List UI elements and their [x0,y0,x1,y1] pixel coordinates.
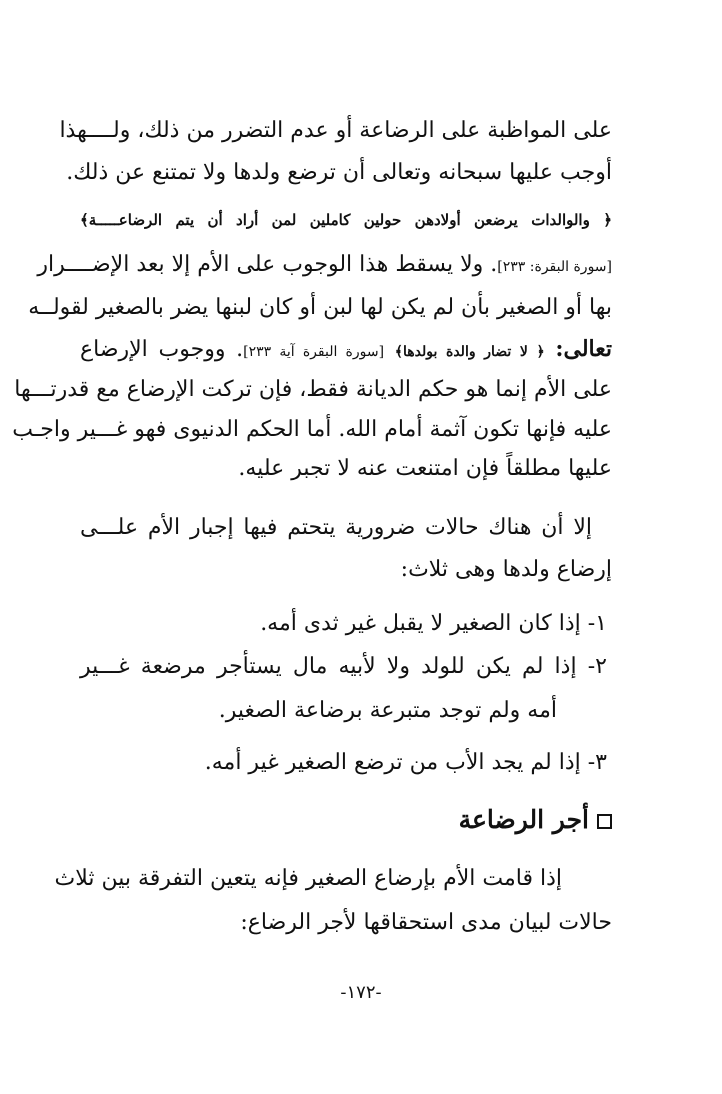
quran-verse: ﴿ لا تضار والدة بولدها﴾ [394,344,545,360]
text-line: عليه فإنها تكون آثمة أمام الله. أما الحكم الدنيوى فهو غـــير واجـب [12,417,612,442]
list-item: ١- إذا كان الصغير لا يقبل غير ثدى أمه. [260,611,607,636]
text-line: إلا أن هناك حالات ضرورية يتحتم فيها إجبار الأم علـــى [80,515,592,540]
text-line: على الأم إنما هو حكم الديانة فقط، فإن تركت الإرضاع مع قدرتـــها [14,377,612,402]
list-item: ٣- إذا لم يجد الأب من ترضع الصغير غير أمه. [204,750,607,775]
text-line: بها أو الصغير بأن لم يكن لها لبن أو كان لبنها يضر بالصغير لقولــه [28,295,612,320]
text-line: عليها مطلقاً فإن امتنعت عنه لا تجبر عليه. [238,456,612,481]
square-bullet-icon [597,814,612,829]
text-line [80,334,612,367]
text-segment: . ولا يسقط هذا الوجوب على الأم إلا بعد الإضــــرار [37,252,498,277]
text-line: حالات لبيان مدى استحقاقها لأجر الرضاع: [240,910,612,935]
text-segment: . ووجوب الإرضاع [80,337,244,362]
text-line: إذا قامت الأم بإرضاع الصغير فإنه يتعين التفرقة بين ثلاث [54,866,562,891]
text-line: أوجب عليها سبحانه وتعالى أن ترضع ولدها ولا تمتنع عن ذلك. [66,160,612,185]
surah-reference: [سورة البقرة آية ٢٣٣] [243,344,385,360]
section-heading [459,803,612,837]
quran-verse: ﴿ والوالدات يرضعن أولادهن حولين كاملين لمن أراد أن يتم الرضاعـــــة﴾ [80,211,612,229]
section-heading-text: أجر الرضاعة [458,805,589,834]
text-line [37,250,612,282]
surah-reference: [سورة البقرة: ٢٣٣] [497,259,612,275]
text-line: على المواظبة على الرضاعة أو عدم التضرر من ذلك، ولــــهذا [59,118,612,143]
page-number: -١٧٢- [340,982,382,1003]
text-segment: تعالى: [555,336,612,362]
list-item: أمه ولم توجد متبرعة برضاعة الصغير. [218,698,557,723]
list-item: ٢- إذا لم يكن للولد ولا لأبيه مال يستأجر مرضعة غـــير [80,654,607,679]
text-line: إرضاع ولدها وهى ثلاث: [400,557,612,582]
